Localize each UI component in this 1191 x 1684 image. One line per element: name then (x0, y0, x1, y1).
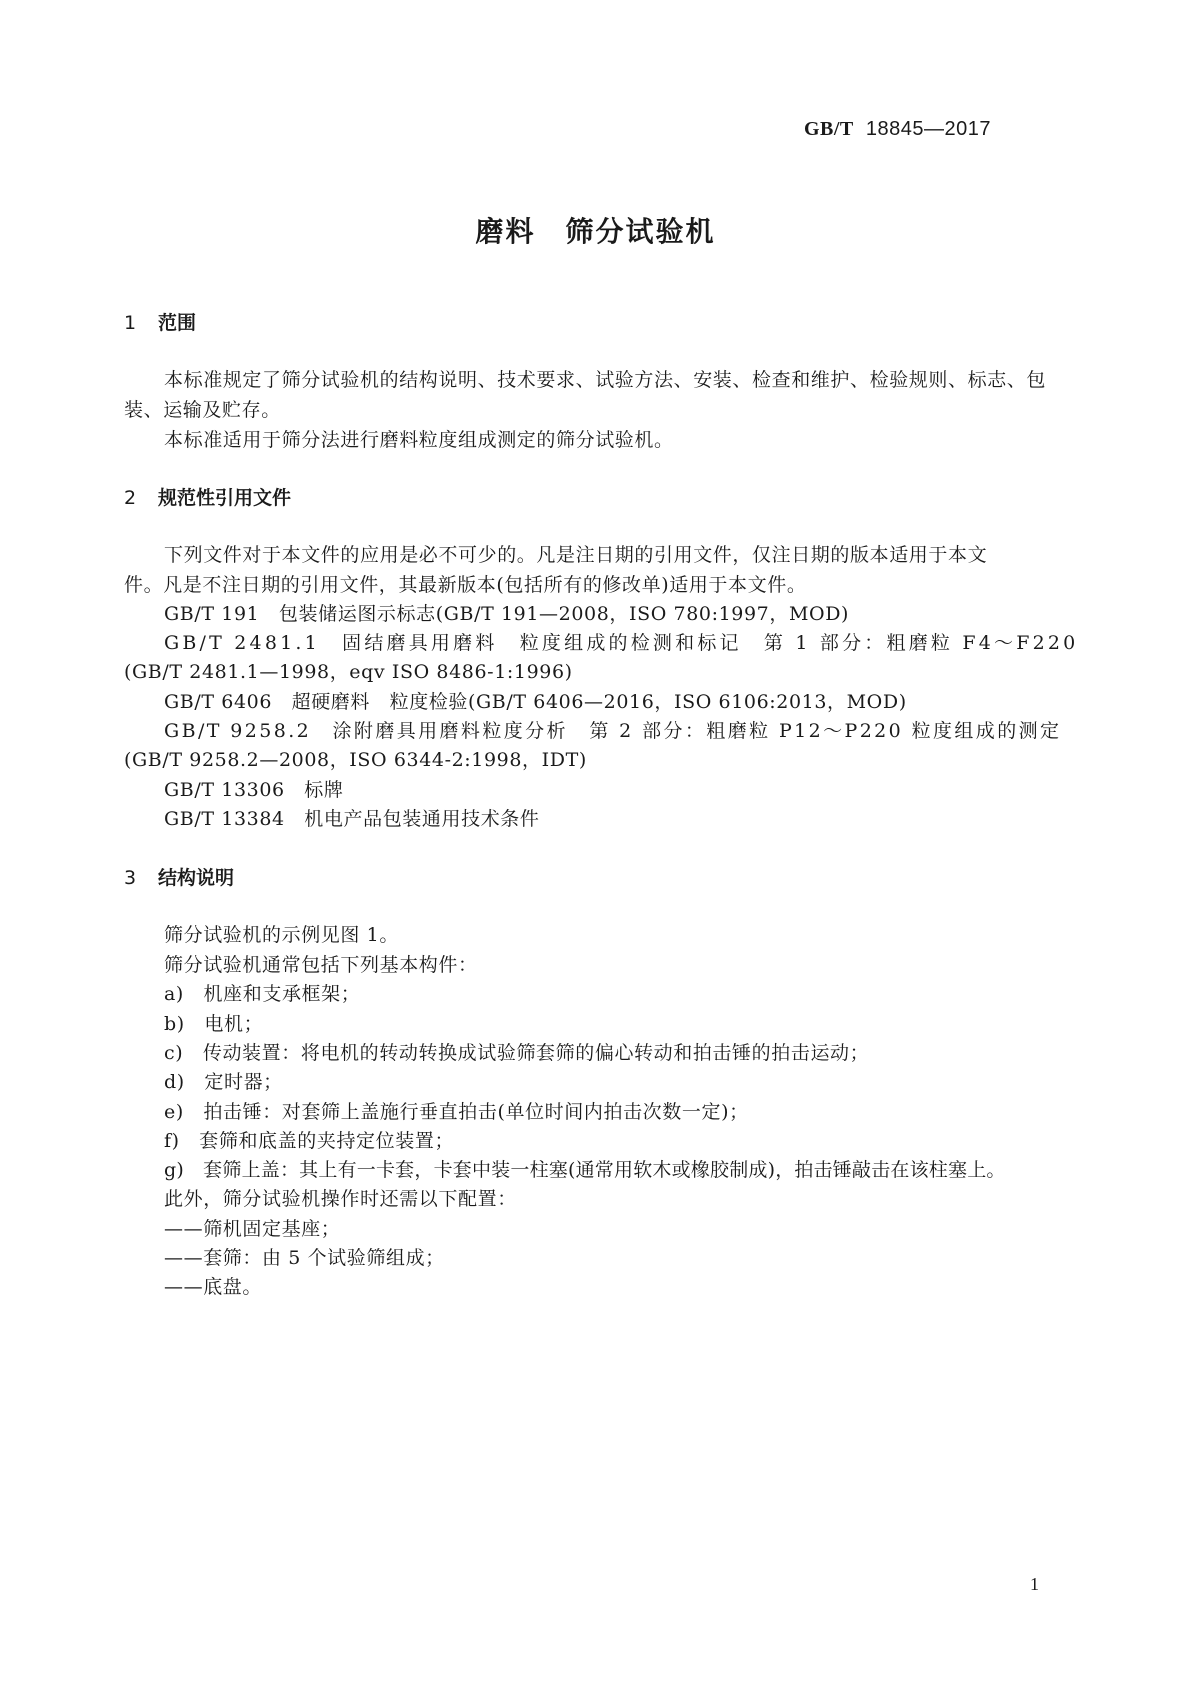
paragraph-line: 装、运输及贮存。 (124, 399, 281, 421)
paragraph-line: 此外，筛分试验机操作时还需以下配置： (164, 1188, 517, 1210)
section-title: 规范性引用文件 (158, 487, 292, 509)
section-title: 结构说明 (158, 867, 235, 889)
reference-item-continued: (GB/T 9258.2—2008，ISO 6344-2:1998，IDT) (124, 749, 587, 771)
paragraph-line: 下列文件对于本文件的应用是必不可少的。凡是注日期的引用文件，仅注日期的版本适用于本文 (164, 544, 988, 566)
paragraph-line: 本标准适用于筛分法进行磨料粒度组成测定的筛分试验机。 (164, 429, 674, 451)
paragraph-line: 筛分试验机通常包括下列基本构件： (164, 954, 478, 976)
reference-item: GB/T 13384 机电产品包装通用技术条件 (164, 808, 540, 830)
list-item: b) 电机； (164, 1013, 264, 1035)
reference-item: GB/T 191 包装储运图示标志(GB/T 191—2008，ISO 780:1997，MOD) (164, 603, 850, 625)
section-title: 范围 (158, 312, 197, 334)
standard-code (804, 118, 991, 141)
dash-item: ——套筛：由 5 个试验筛组成； (164, 1247, 445, 1269)
reference-item: GB/T 6406 超硬磨料 粒度检验(GB/T 6406—2016，ISO 6106:2013，MOD) (164, 691, 907, 713)
section-2-heading (124, 483, 291, 510)
list-item: a) 机座和支承框架； (164, 983, 361, 1005)
reference-item: GB/T 2481.1 固结磨具用磨料 粒度组成的检测和标记 第 1 部分：粗磨粒 F4～F220 (164, 632, 1079, 654)
reference-item: GB/T 13306 标牌 (164, 779, 344, 801)
list-item: g) 套筛上盖：其上有一卡套，卡套中装一柱塞(通常用软木或橡胶制成)，拍击锤敲击在该柱塞上。 (164, 1159, 1006, 1181)
reference-item-continued: (GB/T 2481.1—1998，eqv ISO 8486-1:1996) (124, 661, 573, 683)
reference-item: GB/T 9258.2 涂附磨具用磨料粒度分析 第 2 部分：粗磨粒 P12～P220 粒度组成的测定 (164, 720, 1062, 742)
section-3-heading (124, 863, 234, 890)
paragraph-line: 筛分试验机的示例见图 1。 (164, 924, 399, 946)
list-item: d) 定时器； (164, 1071, 283, 1093)
standard-code-prefix: GB/T (803, 118, 854, 140)
document-title: 磨料 筛分试验机 (475, 215, 716, 248)
list-item: c) 传动装置：将电机的转动转换成试验筛套筛的偏心转动和拍击锤的拍击运动； (164, 1042, 870, 1064)
paragraph-line: 本标准规定了筛分试验机的结构说明、技术要求、试验方法、安装、检查和维护、检验规则、标志、包 (164, 369, 1047, 391)
section-number: 2 (124, 487, 137, 509)
paragraph-line: 件。凡是不注日期的引用文件，其最新版本(包括所有的修改单)适用于本文件。 (124, 574, 807, 596)
section-number: 3 (124, 867, 137, 889)
standard-code-number: 18845—2017 (865, 118, 991, 140)
section-number: 1 (124, 312, 137, 334)
dash-item: ——底盘。 (164, 1276, 263, 1298)
list-item: f) 套筛和底盖的夹持定位装置； (164, 1130, 455, 1152)
list-item: e) 拍击锤：对套筛上盖施行垂直拍击(单位时间内拍击次数一定)； (164, 1101, 749, 1123)
page-number: 1 (1030, 1574, 1039, 1594)
section-1-heading (124, 308, 196, 335)
dash-item: ——筛机固定基座； (164, 1218, 341, 1240)
